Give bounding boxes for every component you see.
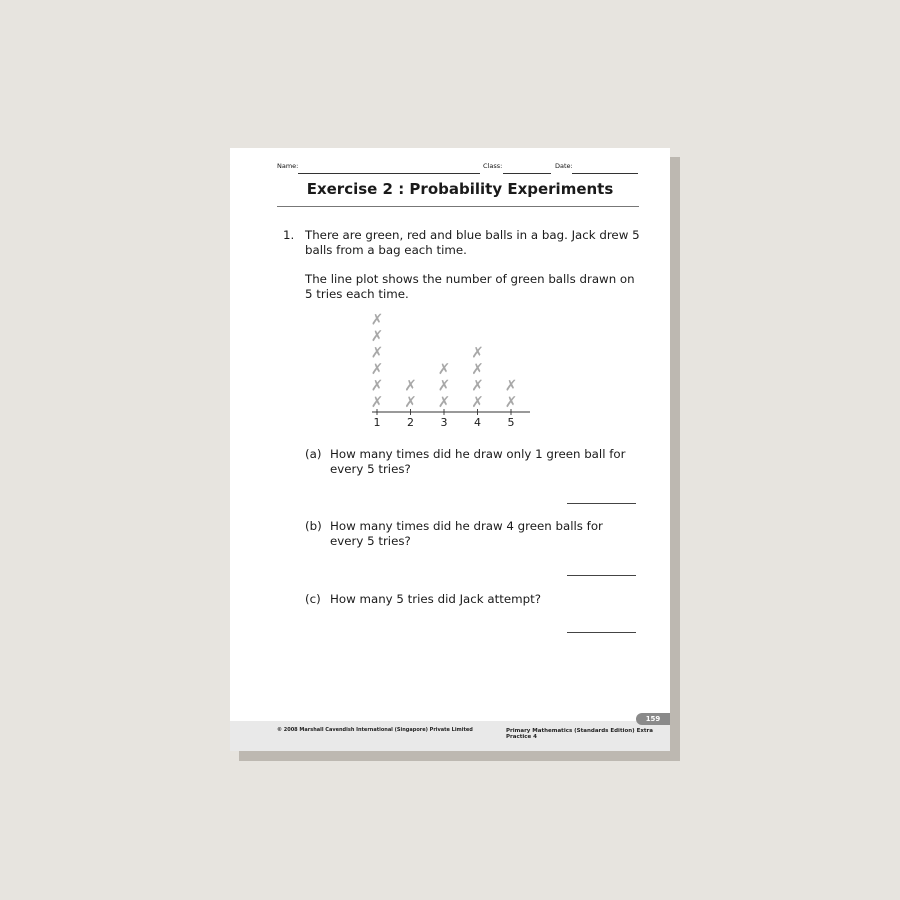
tick-label: 1	[373, 416, 381, 429]
book-title: Primary Mathematics (Standards Edition) Extra Practice 4	[506, 728, 653, 740]
plot-x-mark: ✗	[370, 310, 384, 329]
plot-x-mark: ✗	[370, 327, 384, 345]
tick-label: 5	[507, 416, 515, 429]
tick-label: 4	[474, 416, 481, 429]
page-title: Exercise 2 : Probability Experiments	[306, 180, 614, 198]
answer-line-a[interactable]	[567, 503, 636, 504]
plot-x-mark: ✗	[504, 376, 518, 395]
page-footer	[230, 721, 670, 751]
question-number: 1.	[283, 228, 295, 242]
title-rule	[277, 206, 639, 207]
plot-x-mark: ✗	[404, 393, 417, 411]
class-line	[503, 173, 551, 174]
plot-x-mark: ✗	[471, 376, 484, 395]
answer-line-b[interactable]	[567, 575, 636, 576]
plot-x-mark: ✗	[370, 393, 384, 411]
part-a-text: How many times did he draw only 1 green ball for every 5 tries?	[330, 447, 626, 476]
name-label: Name:	[277, 162, 299, 170]
line-plot	[360, 310, 540, 430]
plot-x-mark: ✗	[471, 360, 484, 378]
class-label: Class:	[483, 162, 503, 170]
date-line	[572, 173, 638, 174]
plot-x-mark: ✗	[370, 360, 384, 378]
part-c-label: (c)	[305, 592, 321, 606]
question-text: There are green, red and blue balls in a bag. Jack drew 5 balls from a bag each time.	[305, 228, 640, 257]
plot-x-mark: ✗	[437, 376, 451, 395]
part-c-text: How many 5 tries did Jack attempt?	[330, 592, 541, 606]
plot-x-mark: ✗	[471, 393, 484, 411]
worksheet-page	[230, 148, 670, 751]
part-b-label: (b)	[305, 519, 322, 533]
part-a-label: (a)	[305, 447, 322, 461]
plot-x-mark: ✗	[504, 393, 518, 411]
name-line	[298, 173, 480, 174]
plot-x-mark: ✗	[437, 393, 451, 411]
plot-x-mark: ✗	[404, 376, 417, 395]
part-b-text: How many times did he draw 4 green balls for every 5 tries?	[330, 519, 603, 548]
plot-x-mark: ✗	[437, 360, 451, 378]
page-number: 159	[636, 713, 670, 725]
plot-x-mark: ✗	[370, 343, 384, 362]
plot-x-mark: ✗	[471, 343, 484, 362]
copyright-text: © 2008 Marshall Cavendish International (Singapore) Private Limited	[277, 727, 473, 733]
answer-line-c[interactable]	[567, 632, 636, 633]
tick-label: 3	[440, 416, 448, 429]
tick-label: 2	[407, 416, 414, 429]
plot-x-mark: ✗	[370, 376, 384, 395]
date-label: Date:	[555, 162, 573, 170]
question-text-plot: The line plot shows the number of green balls drawn on 5 tries each time.	[305, 272, 635, 301]
